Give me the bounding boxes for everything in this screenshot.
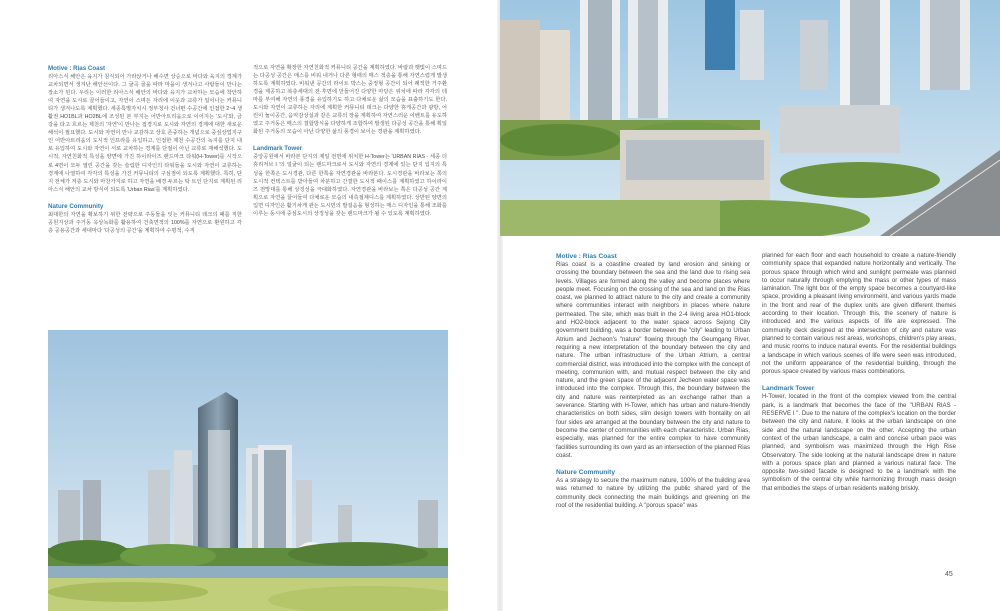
paragraph-landmark-tower-ko: 중앙공원에서 바라본 단지의 제일 전면에 위치한 H-Tower는 'URBAN RIAS - 세종 더휴리저브 I '의 얼굴이 되는 랜드마크로서 도시와 자연의 경계에 있는 단지 입지의 특성을 한쪽은 도시경관, 다른 한쪽을 자연경관을 바라본다. 도시경관을 바라보는 쪽의 도시적 컨텍스트를 받아들여 차분하고 간결한 도시적 패이스를 계획하였고 하이라이즈 전망대를 통해 상징성을 극대화하였다. 자연경관을 바라보는 쪽은 다공성 공간 계획으로 자연을 끌어들여 다채로운 모습의 내측절제디스를 계획하였다. 상반된 양면의 입면 디자인은 활기차게 관는 도시민의 발걸음을 형성하는 매스 디자인을 통해 조화를 이루는 동시에 중심도시의 상징성을 갖는 랜드마크가 될 수 있도록 계획하였다. [253,154,447,217]
paragraph-motive-ko: 리아스식 해안은 육지가 침식되어 가라앉거나 해수면 상승으로 바다와 육지의 경계가 교차되면서 생겨난 해안선이다. 그 굴곡 골을 따라 마을이 생겨나고 사람들이 만나는 장소가 된다. 우리는 이러한 리아스식 해안의 바다와 육지가 교차하는 모습에 착안하여 자연을 도시로 끌어들이고, 자연이 스며든 자리에 이웃과 교류가 일어나는 커뮤니티가 생겨나도록 계획했다. 세종특별자치시 정부청사 건너편 수공간에 인접한 2~4 생활권 HO1BL과 HO2BL에 조성된 본 부지는 어반아트리움으로 이어지는 '도시'와, 금강을 타고 흐르는 제천의 '자연'이 만나는 접경지로 도시와 자연의 경계에 대한 새로운 해석이 필요했다. 도시와 자연이 만나 교감하고 상호 존중하는 개념으로 중심상업지구인 어반아트리움의 도시적 인프라를 유입하고, 인접한 제천 수공간의 녹지를 단지 내로 유입하여 도시와 자연이 서로 교차하는 경계를 단절이 아닌 교류로 재해석했다. 도시적, 자연친화적 특성을 양면에 가진 하이라이즈 랜드마크 타워(H-Tower)를 시작으로 4면이 모두 열린 공간을 갖는 슬림한 디자인의 타워들을 도시와 자연이 교류하는 경계에 나열하여 각각의 특성을 가진 커뮤니티의 구심점이 되도록 계획했다. 특히, 단지 전체가 저층 도시와 마찬가지로 하고 자연을 배경 두르는 탁 트인 단지로 계획된 리아스식 해안의 교차 방식이 되도록 'Urban Rias'를 계획하였다. [48,74,242,193]
left-column-2 [253,64,447,218]
tower-photo-illustration [48,330,448,611]
paragraph-porous-ko: 적으로 자연을 확장한 자연친화적 커뮤니티 공간을 계획하였다. 바람과 햇빛이 스며드는 다공성 공간은 매스를 비워 내거나 다른 형태의 매스 적층을 통해 자연스럽게 발생하도록 계획하였다. 비워낸 공간의 라이트 박스는 중정형 공간이 되어 쾌적한 거주환경을 제공하고 복층세대의 전·후면에 만들어진 다양한 마당은 위치에 따라 각각의 테마를 부여해 자연의 풍경을 유입하기도 하고 다채로운 삶의 모습을 표출하기도 한다. 도시와 자연이 교류하는 자리에 계획한 커뮤니티 데크는 다양한 휴게공간과 광방, 어린이 놀이공간, 음악감상실과 같은 교류의 장을 계획하여 자연스러운 이벤트를 유도하였고 주거동은 매스의 결합방식을 다양하게 조합하여 발생된 다공성 공간을 통해 획일화된 주거동의 모습이 아닌 다양한 삶의 풍경이 보이는 경관을 계획하였다. [253,65,447,136]
heading-motive-en: Motive : Rias Coast [556,253,617,260]
page-number: 45 [945,571,953,578]
right-column-1 [556,252,750,510]
left-column-1 [48,64,242,235]
heading-nature-community-ko: Nature Community [48,202,104,210]
tower-photo [48,330,448,611]
aerial-photo [500,0,1000,236]
paragraph-nature-community-ko: 최대한의 자연을 확보하기 위한 전략으로 주동들을 잇는 커뮤니티 데크의 패를 직한 공원지상과 주거동 옥상녹화를 활용하여 건축면적의 100%를 자연으로 환원하고 각 층 공용공간과 세대마다 '다공성의 공간'을 계획하여 수평적, 수직 [48,211,242,234]
heading-landmark-tower-ko: Landmark Tower [253,145,303,153]
paragraph-nature-community-en: As a strategy to secure the maximum nature, 100% of the building area was returned to nature by utilizing the public shared yard of the community deck connecting the main buildings and greening on the roof of the residential building. A "porous space" was [556,477,750,510]
heading-motive-ko: Motive : Rias Coast [48,65,106,72]
aerial-photo-illustration [500,0,1000,236]
right-column-2 [762,252,956,493]
heading-landmark-tower-en: Landmark Tower [762,385,815,393]
paragraph-motive-en: Rias coast is a coastline created by land erosion and sinking or crossing the boundary between the sea and the land due to rising sea levels. Villages are formed along the valley and become places where people meet. Focusing on the crossing of the sea and land on the Rias coast, we planned to attract nature to the city and create a community where communities interact with neighbors in places where nature permeated. The site, which was built in the 2-4 living area HO1-block and HO2-block adjacent to the water space across Sejong City government building, was a border between the "city" leading to Urban Atrium and Jecheon's "nature" flowing through the Geumgang River, requiring a new interpretation of the boundary between the city and nature. The urban infrastructure of the Urban Atrium, a central commercial district, was introduced into the complex with the concept of meeting, communion with, and mutual respect between the city and nature, and the green space of the adjacent Jecheon water space was introduced into the complex. Through this, the boundary between the city and nature was reinterpreted as an exchange rather than a severance. Starting with H-Tower, which has urban and nature-friendly characteristics on both sides, slim design towers with frontality on all four sides are arranged at the boundary between the city and nature to become the center of communities with each characteristic. Urban Rias, especially, was planned for the entire complex to have community facilities surrounding its own yard as an intersection of the planned Rias coast. [556,261,750,459]
paragraph-landmark-tower-en: H-Tower, located in the front of the complex viewed from the central park, is a landmark that becomes the face of the "URBAN RIAS - RESERVE I ". Due to the nature of the complex's location on the border between the city and nature, it looks at the urban landscape on one side and the natural landscape on the other. Accepting the urban context of the urban landscape, a calm and concise urban pace was planned, and symbolism was maximized through the High Rise Observatory. The side looking at the natural landscape drew in nature with a porous space plan and planned a various natural face. The opposite two-sided facade is designed to be a landmark with the symbolism of the central city while harmonizing through mass design that embodies the steps of urban residents walking briskly. [762,393,956,492]
paragraph-porous-en: planned for each floor and each household to create a nature-friendly community space that expanded nature horizontally and vertically. The porous space through which wind and sunlight permeate was planned to occur naturally through emptying the mass or other types of mass lamination. The light box of the empty space becomes a courtyard-like space, providing a pleasant living environment, and various yards made in the front and rear of the duplex units are given different themes according to their location. Through this, the scenery of nature is introduced and the various aspects of life are expressed. The community deck designed at the intersection of city and nature was planned to contain various rest areas, workshops, children's play areas, and music rooms to induce natural events. For the residential buildings a landscape in which various scenes of life were seen was introduced, not the uniform appearance of the residential building, through the porous space created by various mass combinations. [762,252,956,376]
heading-nature-community-en: Nature Community [556,469,615,477]
